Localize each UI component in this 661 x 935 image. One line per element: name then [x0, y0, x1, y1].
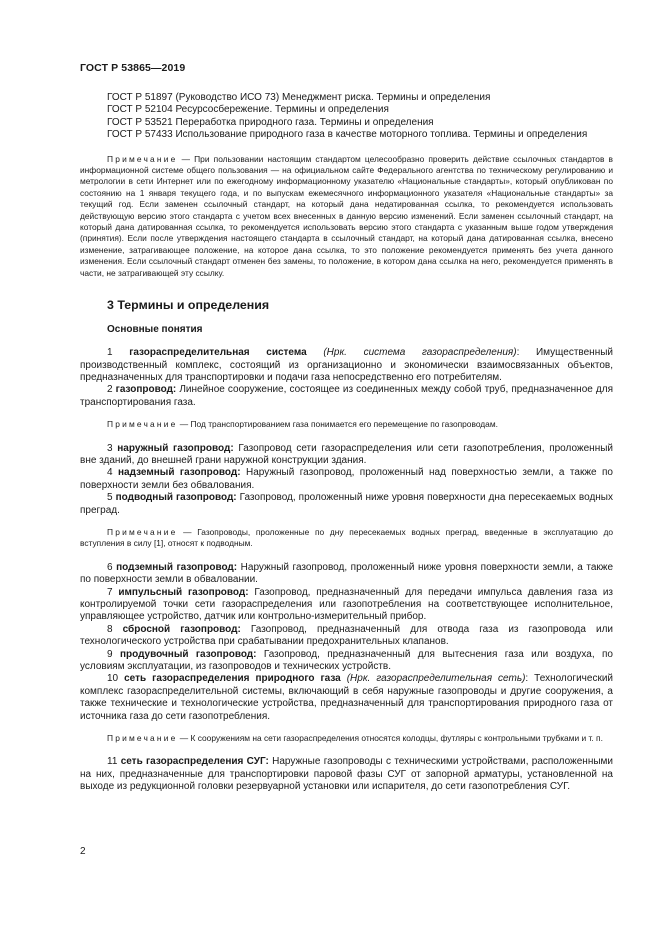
note-term-5: Примечание — Газопроводы, проложенные по дну пересекаемых водных преград, введенные в эксплуатацию до вступления в силу [1], относят к подводным.: [80, 526, 613, 549]
term-entry-6: 6 подземный газопровод: Наружный газопровод, проложенный ниже уровня поверхности земли, а также по поверхности земли в обваловании.: [80, 561, 614, 586]
term-entry-10: 10 сеть газораспределения природного газа (Нрк. газораспределительная сеть): Технологический комплекс газораспределительной системы, включающий в себя наружные газопроводы и другие сооружения, а также технические и технологические устройства, предназначенный для транспортирования природного газа от источника газа до сети газопотребления.: [80, 673, 613, 722]
term-name: подземный газопровод:: [116, 561, 238, 573]
term-entry-5: 5 подводный газопровод: Газопровод, проложенный ниже уровня поверхности дна пересекаемых водных преград.: [80, 492, 613, 516]
term-abbr: (Нрк. система газораспределения): [306, 347, 517, 359]
term-entry-3: 3 наружный газопровод: Газопровод сети газораспределения или сети газопотребления, проложенный вне зданий, до внешней грани наружной конструкции здания.: [80, 442, 613, 466]
page-number: 2: [80, 846, 86, 857]
term-entry-11: 11 сеть газораспределения СУГ: Наружные газопроводы с техническими устройствами, расположенными на них, предназначенные для транспортировки паровой фазы СУГ от запорной арматуры, установленной на выходе из редукционной головки резервуарной установки или испарителя, до сети газопотребления СУГ.: [80, 756, 613, 793]
term-def: Наружный газопровод, проложенный над поверхностью земли, а также по поверхности земли без обвалования.: [80, 467, 613, 491]
term-def: Наружные газопроводы с техническими устройствами, расположенными на них, предназначенные для транспортировки паровой фазы СУГ от запорной арматуры, установленной на выходе из редукционной головки резервуарной установки или испарителя, до сети газопотребления СУГ.: [80, 756, 613, 793]
term-entry-4: 4 надземный газопровод: Наружный газопровод, проложенный над поверхностью земли, а также по поверхности земли без обвалования.: [80, 467, 613, 491]
page-content: [80, 92, 613, 794]
section-title: 3 Термины и определения: [107, 298, 270, 313]
document-header: ГОСТ Р 53865—2019: [80, 62, 186, 74]
term-name: надземный газопровод:: [118, 467, 241, 479]
term-def: Газопровод, предназначенный для передачи импульса давления газа из контролируемой точки сети газораспределения или газопотребления на соответствующее исполнительное, управляющее устройство, датчик или контрольно-измерительный прибор.: [80, 586, 614, 623]
term-abbr: (Нрк. газораспределительная сеть): [340, 673, 526, 685]
term-name: подводный газопровод:: [115, 492, 237, 504]
note-references: [80, 154, 613, 279]
term-def: Наружный газопровод, проложенный ниже уровня поверхности земли, а также по поверхности земли в обваловании.: [80, 561, 614, 586]
term-entry-7: 7 импульсный газопровод: Газопровод, предназначенный для передачи импульса давления газа из контролируемой точки сети газораспределения или газопотребления на соответствующее исполнительное, управляющее устройство, датчик или контрольно-измерительный прибор.: [80, 586, 614, 623]
term-entry-2: 2 газопровод: Линейное сооружение, состоящее из соединенных между собой труб, предназначенное для транспортирования газа.: [80, 384, 614, 408]
reference-item: ГОСТ Р 52104 Ресурсосбережение. Термины и определения: [107, 104, 389, 116]
term-def: Газопровод, предназначенный для вытеснения газа или воздуха, по условиям эксплуатации, из газопроводов и технических устройств.: [80, 648, 613, 673]
subsection-title: Основные понятия: [107, 324, 203, 336]
term-entry-8: 8 сбросной газопровод: Газопровод, предназначенный для отвода газа из газопровода или технологического устройства при срабатывании предохранительных клапанов.: [80, 623, 613, 648]
note-term-2: Примечание — Под транспортированием газа понимается его перемещение по газопроводам.: [107, 419, 498, 430]
term-name: наружный газопровод:: [117, 442, 234, 454]
reference-item: ГОСТ Р 57433 Использование природного газа в качестве моторного топлива. Термины и определения: [107, 129, 588, 141]
term-name: сеть газораспределения природного газа: [124, 673, 341, 685]
term-name: газораспределительная система: [129, 347, 307, 359]
note-term-10: Примечание — К сооружениям на сети газораспределения относятся колодцы, футляры с контрольными трубками и т. п.: [107, 733, 603, 744]
reference-item: ГОСТ Р 53521 Переработка природного газа. Термины и определения: [107, 116, 434, 128]
term-def: : Имущественный производственный комплекс, состоящий из организационно и экономически взаимосвязанных объектов, предназначенных для транспортировки и подачи газа непосредственно его потребителям.: [80, 347, 614, 383]
term-name: сбросной газопровод:: [122, 623, 241, 635]
reference-list: [80, 92, 613, 142]
term-name: продувочный газопровод:: [119, 648, 257, 660]
note-label: Примечание: [107, 153, 178, 164]
term-entry-9: 9 продувочный газопровод: Газопровод, предназначенный для вытеснения газа или воздуха, по условиям эксплуатации, из газопроводов и технических устройств.: [80, 648, 613, 673]
term-name: газопровод:: [115, 384, 177, 396]
note-text: — При пользовании настоящим стандартом целесообразно проверить действие ссылочных стандартов в информационной системе общего пользования — на официальном сайте Федерального агентства по техническому регулированию и метрологии в сети Интернет или по ежегодному информационному указателю «Национальные стандарты», который опубликован по состоянию на 1 января текущего года, и по выпускам ежемесячного информационного указателя «Национальные стандарты» за текущий год. Если заменен ссылочный стандарт, на который дана недатированная ссылка, то рекомендуется использовать действующую версию этого стандарта с учетом всех внесенных в данную версию изменений. Если заменен ссылочный стандарт, на который дана датированная ссылка, то рекомендуется использовать версию этого стандарта с указанным выше годом утверждения (принятия). Если после утверждения настоящего стандарта в ссылочный стандарт, на который дана датированная ссылка, внесено изменение, затрагивающее положение, на которое дана ссылка, то это положение рекомендуется применять без учета данного изменения. Если ссылочный стандарт отменен без замены, то положение, в котором дана ссылка на него, рекомендуется применять в части, не затрагивающей эту ссылку.: [80, 153, 613, 278]
reference-item: ГОСТ Р 51897 (Руководство ИСО 73) Менеджмент риска. Термины и определения: [107, 92, 491, 103]
term-name: сеть газораспределения СУГ:: [120, 756, 269, 768]
term-def: Линейное сооружение, состоящее из соединенных между собой труб, предназначенное для транспортирования газа.: [80, 384, 614, 408]
term-def: : Технологический комплекс газораспределительной системы, включающий в себя наружные газопроводы и другие сооружения, а также технические и технологические устройства, предназначенный для транспортирования природного газа от источника газа до сети газопотребления.: [80, 673, 613, 722]
term-def: Газопровод, проложенный ниже уровня поверхности дна пересекаемых водных преград.: [80, 492, 613, 516]
term-entry-1: 1 газораспределительная система (Нрк. система газораспределения): Имущественный производственный комплекс, состоящий из организационно и экономически взаимосвязанных объектов, предназначенных для транспортировки и подачи газа непосредственно его потребителям.: [80, 347, 614, 383]
term-def: Газопровод, предназначенный для отвода газа из газопровода или технологического устройства при срабатывании предохранительных клапанов.: [80, 623, 613, 648]
term-name: импульсный газопровод:: [118, 586, 249, 598]
term-def: Газопровод сети газораспределения или сети газопотребления, проложенный вне зданий, до внешней грани наружной конструкции здания.: [80, 442, 613, 466]
